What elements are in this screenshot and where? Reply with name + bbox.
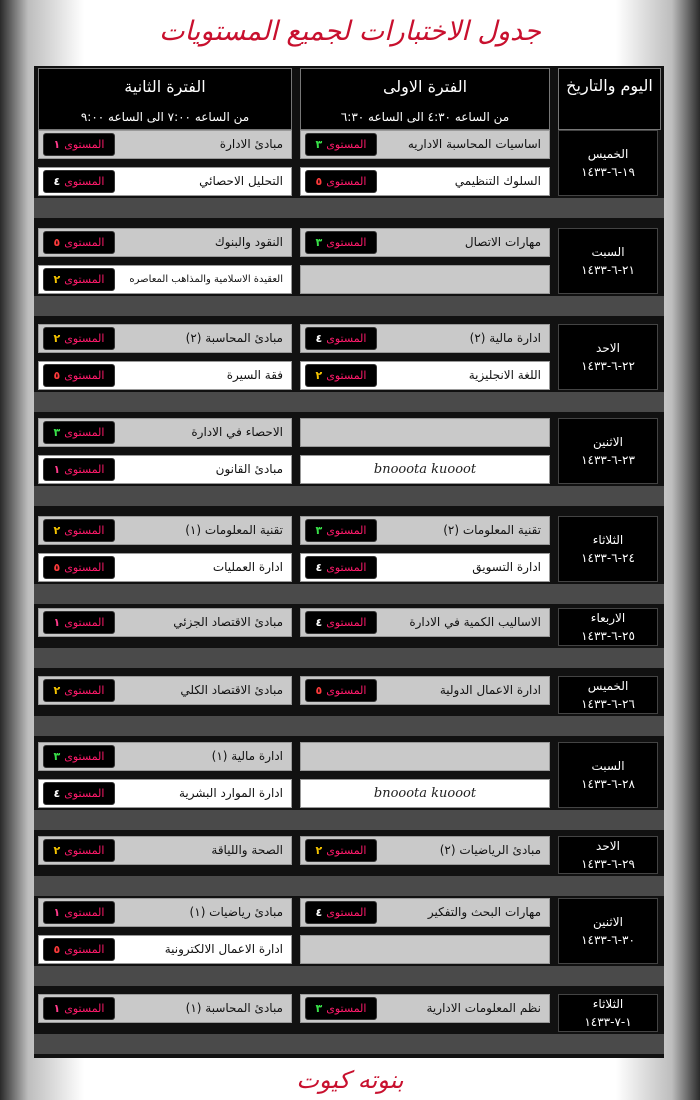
level-badge-number: ٢ — [53, 273, 61, 286]
period-1-exam-slot — [300, 418, 550, 447]
level-badge — [43, 938, 115, 961]
level-badge-number: ١ — [53, 1002, 61, 1015]
level-badge — [43, 519, 115, 542]
subject-name: ادارة الاعمال الدولية — [439, 683, 541, 697]
group-separator — [34, 966, 664, 986]
day-date-cell — [558, 742, 658, 808]
exam-day-group — [34, 898, 664, 964]
subject-name: مبادئ الاقتصاد الجزئي — [173, 615, 283, 629]
level-badge-number: ٥ — [53, 236, 61, 249]
exam-date: ٢٨-٦-١٤٣٣ — [581, 777, 635, 791]
subject-name: مبادئ القانون — [215, 462, 283, 476]
period-2-exam-slot — [38, 676, 292, 705]
level-badge — [43, 679, 115, 702]
level-badge — [43, 170, 115, 193]
level-badge-label: المستوى — [64, 332, 105, 345]
day-date-cell — [558, 608, 658, 646]
period-2-exam-slot — [38, 516, 292, 545]
exam-date: ٢٩-٦-١٤٣٣ — [581, 857, 635, 871]
level-badge-label: المستوى — [64, 236, 105, 249]
level-badge-number: ٤ — [315, 561, 323, 574]
level-badge-number: ٤ — [315, 906, 323, 919]
level-badge-number: ٣ — [315, 138, 323, 151]
day-name: الاثنين — [593, 435, 623, 449]
subject-name: الاحصاء في الادارة — [191, 425, 283, 439]
group-separator — [34, 392, 664, 412]
level-badge — [43, 782, 115, 805]
subject-name: ادارة العمليات — [212, 560, 283, 574]
level-badge-number: ٣ — [53, 750, 61, 763]
level-badge-label: المستوى — [326, 524, 367, 537]
day-name: الثلاثاء — [592, 997, 624, 1011]
level-badge-label: المستوى — [64, 943, 105, 956]
level-badge-label: المستوى — [64, 616, 105, 629]
day-name: الاربعاء — [590, 611, 626, 625]
period-2-exam-slot — [38, 455, 292, 484]
subject-name: مهارات الاتصال — [464, 235, 541, 249]
exam-day-group — [34, 742, 664, 808]
header-period-2 — [38, 68, 292, 130]
level-badge — [43, 133, 115, 156]
day-name: السبت — [591, 245, 625, 259]
period-2-exam-slot — [38, 265, 292, 294]
exam-date: ٢٥-٦-١٤٣٣ — [581, 629, 635, 643]
period-1-exam-slot — [300, 265, 550, 294]
subject-name: مبادئ رياضيات (١) — [189, 905, 283, 919]
level-badge — [305, 170, 377, 193]
period-2-exam-slot — [38, 898, 292, 927]
day-name: الاحد — [596, 839, 620, 853]
period-2-exam-slot — [38, 779, 292, 808]
period-1-exam-slot — [300, 228, 550, 257]
period-1-exam-slot — [300, 994, 550, 1023]
level-badge-number: ٥ — [53, 561, 61, 574]
subject-name: الصحة واللياقة — [211, 843, 283, 857]
level-badge-label: المستوى — [64, 844, 105, 857]
period-1-exam-slot — [300, 935, 550, 964]
day-name: الخميس — [587, 147, 629, 161]
group-separator — [34, 876, 664, 896]
header-period-2-time: من الساعه ٧:٠٠ الى الساعه ٩:٠٠ — [80, 110, 250, 124]
level-badge-label: المستوى — [64, 906, 105, 919]
level-badge-label: المستوى — [326, 616, 367, 629]
level-badge-label: المستوى — [64, 369, 105, 382]
subject-name: اللغة الانجليزية — [468, 368, 541, 382]
period-2-exam-slot — [38, 742, 292, 771]
level-badge-label: المستوى — [64, 175, 105, 188]
level-badge — [305, 327, 377, 350]
level-badge — [43, 611, 115, 634]
period-2-exam-slot — [38, 836, 292, 865]
level-badge-number: ٣ — [315, 236, 323, 249]
level-badge-number: ٤ — [53, 175, 61, 188]
level-badge-label: المستوى — [64, 561, 105, 574]
level-badge-label: المستوى — [326, 332, 367, 345]
exam-date: ١٩-٦-١٤٣٣ — [581, 165, 635, 179]
period-1-exam-slot — [300, 167, 550, 196]
level-badge-number: ٢ — [53, 332, 61, 345]
exam-day-group — [34, 994, 664, 1032]
level-badge-label: المستوى — [64, 684, 105, 697]
level-badge-number: ٤ — [315, 616, 323, 629]
exam-day-group — [34, 516, 664, 582]
level-badge-number: ١ — [53, 138, 61, 151]
period-2-exam-slot — [38, 418, 292, 447]
level-badge-label: المستوى — [64, 463, 105, 476]
level-badge — [305, 519, 377, 542]
subject-name: ادارة الموارد البشرية — [178, 786, 283, 800]
level-badge-number: ٥ — [53, 369, 61, 382]
page-title: جدول الاختبارات لجميع المستويات — [159, 16, 541, 47]
day-date-cell — [558, 836, 658, 874]
exam-day-group — [34, 836, 664, 874]
subject-name: ادارة الاعمال الالكترونية — [164, 942, 283, 956]
subject-name: العقيدة الاسلامية والمذاهب المعاصره — [129, 274, 283, 285]
level-badge-number: ٢ — [53, 684, 61, 697]
period-2-exam-slot — [38, 994, 292, 1023]
level-badge-label: المستوى — [64, 138, 105, 151]
day-date-cell — [558, 130, 658, 196]
level-badge-number: ٣ — [315, 524, 323, 537]
level-badge-label: المستوى — [326, 684, 367, 697]
period-1-exam-slot — [300, 742, 550, 771]
level-badge — [43, 901, 115, 924]
level-badge — [305, 997, 377, 1020]
exam-date: ٣٠-٦-١٤٣٣ — [581, 933, 635, 947]
period-1-exam-slot — [300, 836, 550, 865]
subject-name: ادارة مالية (١) — [211, 749, 283, 763]
subject-name: اساسيات المحاسبة الاداريه — [407, 137, 541, 151]
level-badge — [305, 364, 377, 387]
day-name: الاثنين — [593, 915, 623, 929]
exam-day-group — [34, 324, 664, 390]
exam-date: ٢١-٦-١٤٣٣ — [581, 263, 635, 277]
period-2-exam-slot — [38, 935, 292, 964]
level-badge — [305, 839, 377, 862]
level-badge-number: ٤ — [53, 787, 61, 800]
period-1-exam-slot — [300, 516, 550, 545]
level-badge — [43, 745, 115, 768]
level-badge-label: المستوى — [64, 787, 105, 800]
subject-name: مهارات البحث والتفكير — [427, 905, 541, 919]
period-2-exam-slot — [38, 130, 292, 159]
header-period-1-time: من الساعه ٤:٣٠ الى الساعه ٦:٣٠ — [340, 110, 510, 124]
level-badge — [305, 556, 377, 579]
period-1-exam-slot — [300, 779, 550, 808]
level-badge-label: المستوى — [64, 273, 105, 286]
subject-name: السلوك التنظيمي — [454, 174, 541, 188]
level-badge-number: ٤ — [315, 332, 323, 345]
level-badge-label: المستوى — [326, 369, 367, 382]
subject-name: مبادئ الادارة — [219, 137, 283, 151]
level-badge-number: ٢ — [315, 369, 323, 382]
exam-date: ٢٦-٦-١٤٣٣ — [581, 697, 635, 711]
level-badge-number: ١ — [53, 463, 61, 476]
subject-name: نظم المعلومات الادارية — [426, 1001, 541, 1015]
level-badge — [43, 997, 115, 1020]
header-period-2-title: الفترة الثانية — [124, 77, 206, 96]
subject-name: تقنية المعلومات (١) — [185, 523, 283, 537]
subject-name: مبادئ المحاسبة (٢) — [185, 331, 283, 345]
level-badge-number: ١ — [53, 906, 61, 919]
period-2-exam-slot — [38, 608, 292, 637]
level-badge-label: المستوى — [64, 524, 105, 537]
level-badge-number: ٢ — [315, 844, 323, 857]
header-day-label: اليوم والتاريخ — [566, 76, 653, 95]
exam-day-group — [34, 228, 664, 294]
level-badge-label: المستوى — [326, 175, 367, 188]
period-1-exam-slot — [300, 455, 550, 484]
period-1-exam-slot — [300, 608, 550, 637]
period-1-exam-slot — [300, 130, 550, 159]
level-badge-number: ٢ — [53, 524, 61, 537]
subject-name: مبادئ الاقتصاد الكلي — [180, 683, 283, 697]
level-badge — [43, 458, 115, 481]
level-badge — [305, 231, 377, 254]
level-badge-label: المستوى — [64, 750, 105, 763]
exam-date: ١-٧-١٤٣٣ — [584, 1015, 632, 1029]
level-badge — [43, 327, 115, 350]
subject-name: مبادئ المحاسبة (١) — [185, 1001, 283, 1015]
subject-name: الاساليب الكمية في الادارة — [409, 615, 541, 629]
period-2-exam-slot — [38, 228, 292, 257]
day-date-cell — [558, 994, 658, 1032]
day-name: الخميس — [587, 679, 629, 693]
group-separator — [34, 486, 664, 506]
day-date-cell — [558, 676, 658, 714]
level-badge-label: المستوى — [64, 426, 105, 439]
exam-day-group — [34, 418, 664, 484]
level-badge — [305, 133, 377, 156]
subject-name: فقة السيرة — [226, 368, 283, 382]
period-2-exam-slot — [38, 167, 292, 196]
subject-name: ادارة التسويق — [472, 560, 541, 574]
day-date-cell — [558, 228, 658, 294]
group-separator — [34, 296, 664, 316]
day-date-cell — [558, 516, 658, 582]
schedule-board — [34, 66, 664, 1058]
exam-date: ٢٣-٦-١٤٣٣ — [581, 453, 635, 467]
day-name: السبت — [591, 759, 625, 773]
exam-day-group — [34, 130, 664, 196]
period-2-exam-slot — [38, 553, 292, 582]
subject-name: ادارة مالية (٢) — [469, 331, 541, 345]
day-date-cell — [558, 898, 658, 964]
level-badge-number: ١ — [53, 616, 61, 629]
period-1-exam-slot — [300, 361, 550, 390]
level-badge-number: ٢ — [53, 844, 61, 857]
exam-date: ٢٤-٦-١٤٣٣ — [581, 551, 635, 565]
level-badge-number: ٥ — [315, 175, 323, 188]
level-badge — [43, 364, 115, 387]
signature-text: bnooota kuooot — [373, 462, 477, 477]
level-badge-label: المستوى — [326, 844, 367, 857]
level-badge-number: ٥ — [315, 684, 323, 697]
level-badge-label: المستوى — [326, 138, 367, 151]
group-separator — [34, 716, 664, 736]
level-badge — [43, 839, 115, 862]
period-1-exam-slot — [300, 553, 550, 582]
group-separator — [34, 648, 664, 668]
header-period-1-title: الفترة الاولى — [382, 77, 468, 96]
level-badge-label: المستوى — [326, 561, 367, 574]
day-date-cell — [558, 418, 658, 484]
signature-text: bnooota kuooot — [373, 786, 477, 801]
subject-name: تقنية المعلومات (٢) — [443, 523, 541, 537]
group-separator — [34, 810, 664, 830]
level-badge — [43, 556, 115, 579]
level-badge-number: ٥ — [53, 943, 61, 956]
level-badge — [43, 231, 115, 254]
header-day-date — [558, 68, 661, 130]
exam-date: ٢٢-٦-١٤٣٣ — [581, 359, 635, 373]
level-badge — [305, 679, 377, 702]
level-badge — [305, 901, 377, 924]
level-badge — [43, 421, 115, 444]
period-2-exam-slot — [38, 324, 292, 353]
header-period-1 — [300, 68, 550, 130]
level-badge-label: المستوى — [326, 236, 367, 249]
group-separator — [34, 584, 664, 604]
level-badge-label: المستوى — [326, 906, 367, 919]
day-name: الثلاثاء — [592, 533, 624, 547]
level-badge-number: ٣ — [53, 426, 61, 439]
period-1-exam-slot — [300, 324, 550, 353]
day-date-cell — [558, 324, 658, 390]
level-badge — [43, 268, 115, 291]
period-1-exam-slot — [300, 898, 550, 927]
exam-day-group — [34, 676, 664, 714]
level-badge-number: ٣ — [315, 1002, 323, 1015]
day-name: الاحد — [596, 341, 620, 355]
subject-name: التحليل الاحصائي — [199, 174, 283, 188]
subject-name: مبادئ الرياضيات (٢) — [439, 843, 541, 857]
period-2-exam-slot — [38, 361, 292, 390]
period-1-exam-slot — [300, 676, 550, 705]
level-badge-label: المستوى — [64, 1002, 105, 1015]
level-badge-label: المستوى — [326, 1002, 367, 1015]
group-separator — [34, 1034, 664, 1054]
subject-name: النقود والبنوك — [214, 235, 283, 249]
group-separator — [34, 198, 664, 218]
page-footer-signature: بنوته كيوت — [296, 1066, 404, 1094]
level-badge — [305, 611, 377, 634]
exam-day-group — [34, 608, 664, 646]
